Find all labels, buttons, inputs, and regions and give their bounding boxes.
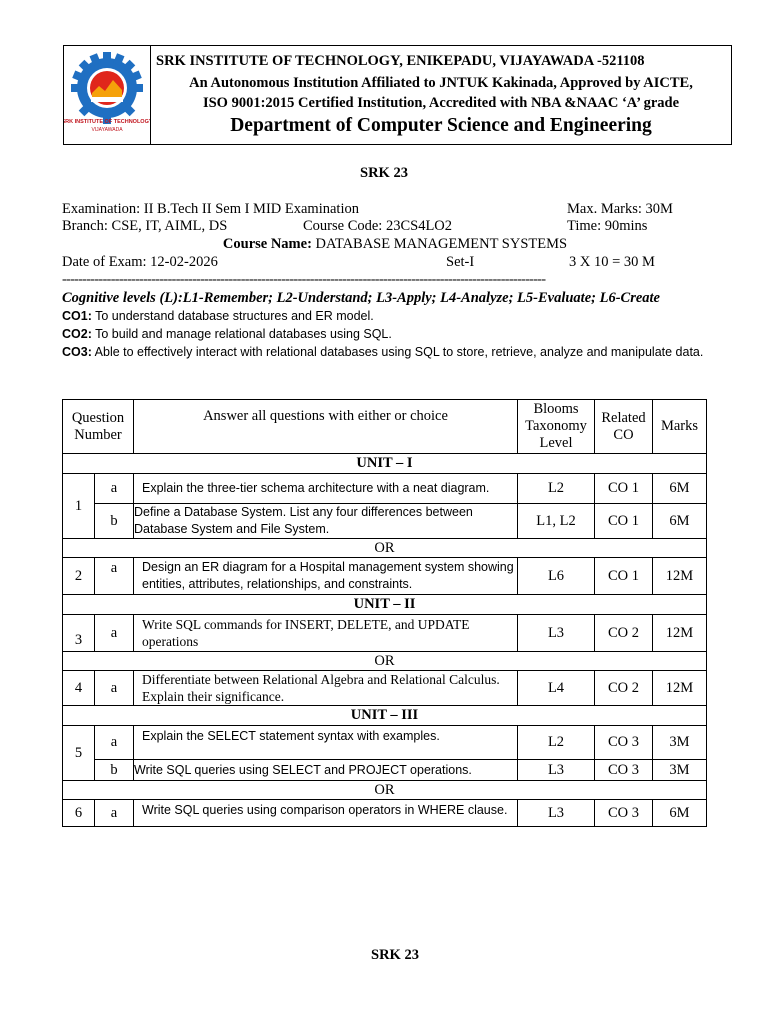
header-blooms: Blooms Taxonomy Level bbox=[518, 400, 595, 454]
question-text: Write SQL queries using comparison operators in WHERE clause. bbox=[134, 800, 518, 827]
course-name: DATABASE MANAGEMENT SYSTEMS bbox=[315, 236, 568, 252]
question-text: Define a Database System. List any four differences between Database System and File System. bbox=[134, 504, 518, 539]
exam-date: Date of Exam: 12-02-2026 bbox=[62, 254, 218, 270]
examination-label: Examination: II B.Tech II Sem I MID Examination bbox=[62, 201, 359, 217]
blooms-level: L4 bbox=[518, 671, 595, 706]
header-marks: Marks bbox=[653, 400, 707, 454]
related-co: CO 3 bbox=[595, 760, 653, 781]
co3-text: Able to effectively interact with relational databases using SQL to store, retrieve, analyze and manipulate data. bbox=[94, 345, 704, 359]
institution-name: SRK INSTITUTE OF TECHNOLOGY, ENIKEPADU, VIJAYAWADA -521108 bbox=[156, 53, 645, 69]
co1-line bbox=[62, 307, 722, 325]
unit-2-label: UNIT – II bbox=[63, 595, 707, 615]
question-number: 4 bbox=[63, 671, 95, 706]
question-text: Design an ER diagram for a Hospital management system showing entities, attributes, relationships, and constraints. bbox=[134, 558, 518, 595]
table-row bbox=[63, 760, 707, 781]
question-text: Explain the SELECT statement syntax with examples. bbox=[134, 726, 518, 760]
sub-question: b bbox=[95, 760, 134, 781]
branch-label: Branch: CSE, IT, AIML, DS bbox=[62, 218, 228, 234]
question-number: 3 bbox=[63, 615, 95, 652]
related-co: CO 1 bbox=[595, 474, 653, 504]
related-co: CO 3 bbox=[595, 800, 653, 827]
blooms-level: L3 bbox=[518, 615, 595, 652]
marks: 6M bbox=[653, 474, 707, 504]
question-number: 6 bbox=[63, 800, 95, 827]
question-number: 1 bbox=[63, 474, 95, 539]
unit-row bbox=[63, 595, 707, 615]
course-name-label: Course Name: bbox=[222, 236, 312, 252]
sub-question: a bbox=[95, 558, 134, 595]
questions-table bbox=[62, 399, 707, 827]
marks: 3M bbox=[653, 726, 707, 760]
exam-time: Time: 90mins bbox=[567, 218, 648, 234]
divider-line: ----------------------------------------------------------------------------------------------------------------------- bbox=[62, 272, 546, 287]
sub-question: a bbox=[95, 615, 134, 652]
table-header-row bbox=[63, 400, 707, 454]
or-separator: OR bbox=[63, 652, 707, 671]
unit-row bbox=[63, 454, 707, 474]
question-set: Set-I bbox=[446, 254, 475, 270]
question-text: Write SQL queries using SELECT and PROJECT operations. bbox=[134, 760, 518, 781]
marks: 6M bbox=[653, 504, 707, 539]
header-instruction: Answer all questions with either or choice bbox=[134, 400, 518, 454]
accreditation-line: ISO 9001:2015 Certified Institution, Accredited with NBA &NAAC ‘A’ grade bbox=[202, 95, 680, 111]
related-co: CO 2 bbox=[595, 671, 653, 706]
header-question-number: Question Number bbox=[63, 400, 134, 454]
institution-logo bbox=[64, 46, 150, 144]
unit-row bbox=[63, 706, 707, 726]
table-row bbox=[63, 615, 707, 652]
sub-question: b bbox=[95, 504, 134, 539]
logo-cell bbox=[64, 46, 151, 144]
svg-text:VIJAYAWADA: VIJAYAWADA bbox=[91, 127, 123, 133]
co2-line bbox=[62, 325, 722, 343]
course-name-line bbox=[0, 236, 768, 253]
question-text: Write SQL commands for INSERT, DELETE, and UPDATE operations bbox=[134, 615, 518, 652]
institution-header bbox=[63, 45, 732, 145]
marks: 12M bbox=[653, 558, 707, 595]
co1-text: To understand database structures and ER model. bbox=[95, 309, 374, 323]
blooms-level: L1, L2 bbox=[518, 504, 595, 539]
related-co: CO 1 bbox=[595, 504, 653, 539]
max-marks: Max. Marks: 30M bbox=[567, 201, 673, 217]
sub-question: a bbox=[95, 671, 134, 706]
marks: 12M bbox=[653, 615, 707, 652]
co2-label: CO2: bbox=[62, 327, 92, 341]
blooms-level: L3 bbox=[518, 800, 595, 827]
marks: 3M bbox=[653, 760, 707, 781]
or-separator: OR bbox=[63, 539, 707, 558]
sub-question: a bbox=[95, 800, 134, 827]
co1-label: CO1: bbox=[62, 309, 92, 323]
question-text: Differentiate between Relational Algebra and Relational Calculus. Explain their significance. bbox=[134, 671, 518, 706]
blooms-level: L2 bbox=[518, 726, 595, 760]
table-row bbox=[63, 726, 707, 760]
table-row bbox=[63, 671, 707, 706]
blooms-level: L3 bbox=[518, 760, 595, 781]
table-row bbox=[63, 474, 707, 504]
paper-code-top: SRK 23 bbox=[360, 165, 408, 181]
blooms-level: L6 bbox=[518, 558, 595, 595]
course-outcomes bbox=[62, 307, 722, 361]
or-row bbox=[63, 539, 707, 558]
unit-3-label: UNIT – III bbox=[63, 706, 707, 726]
sub-question: a bbox=[95, 474, 134, 504]
table-row bbox=[63, 504, 707, 539]
question-number: 2 bbox=[63, 558, 95, 595]
department-title: Department of Computer Science and Engineering bbox=[230, 115, 652, 136]
or-row bbox=[63, 781, 707, 800]
related-co: CO 1 bbox=[595, 558, 653, 595]
co3-label: CO3: bbox=[62, 345, 92, 359]
sub-question: a bbox=[95, 726, 134, 760]
related-co: CO 3 bbox=[595, 726, 653, 760]
question-text: Explain the three-tier schema architecture with a neat diagram. bbox=[134, 474, 518, 504]
or-row bbox=[63, 652, 707, 671]
table-row bbox=[63, 558, 707, 595]
blooms-level: L2 bbox=[518, 474, 595, 504]
marks: 12M bbox=[653, 671, 707, 706]
paper-code-bottom: SRK 23 bbox=[371, 947, 419, 963]
co3-line bbox=[62, 343, 722, 361]
marks-formula: 3 X 10 = 30 M bbox=[569, 254, 655, 270]
question-number: 5 bbox=[63, 726, 95, 781]
related-co: CO 2 bbox=[595, 615, 653, 652]
table-row bbox=[63, 800, 707, 827]
unit-1-label: UNIT – I bbox=[63, 454, 707, 474]
logo-text: SRK INSTITUTE OF TECHNOLOGY bbox=[64, 119, 150, 125]
header-related-co: Related CO bbox=[595, 400, 653, 454]
co2-text: To build and manage relational databases using SQL. bbox=[95, 327, 392, 341]
affiliation-line: An Autonomous Institution Affiliated to JNTUK Kakinada, Approved by AICTE, bbox=[189, 75, 693, 91]
marks: 6M bbox=[653, 800, 707, 827]
course-code: Course Code: 23CS4LO2 bbox=[303, 218, 453, 234]
or-separator: OR bbox=[63, 781, 707, 800]
cognitive-levels: Cognitive levels (L):L1-Remember; L2-Understand; L3-Apply; L4-Analyze; L5-Evaluate; L6-Create bbox=[62, 290, 660, 306]
